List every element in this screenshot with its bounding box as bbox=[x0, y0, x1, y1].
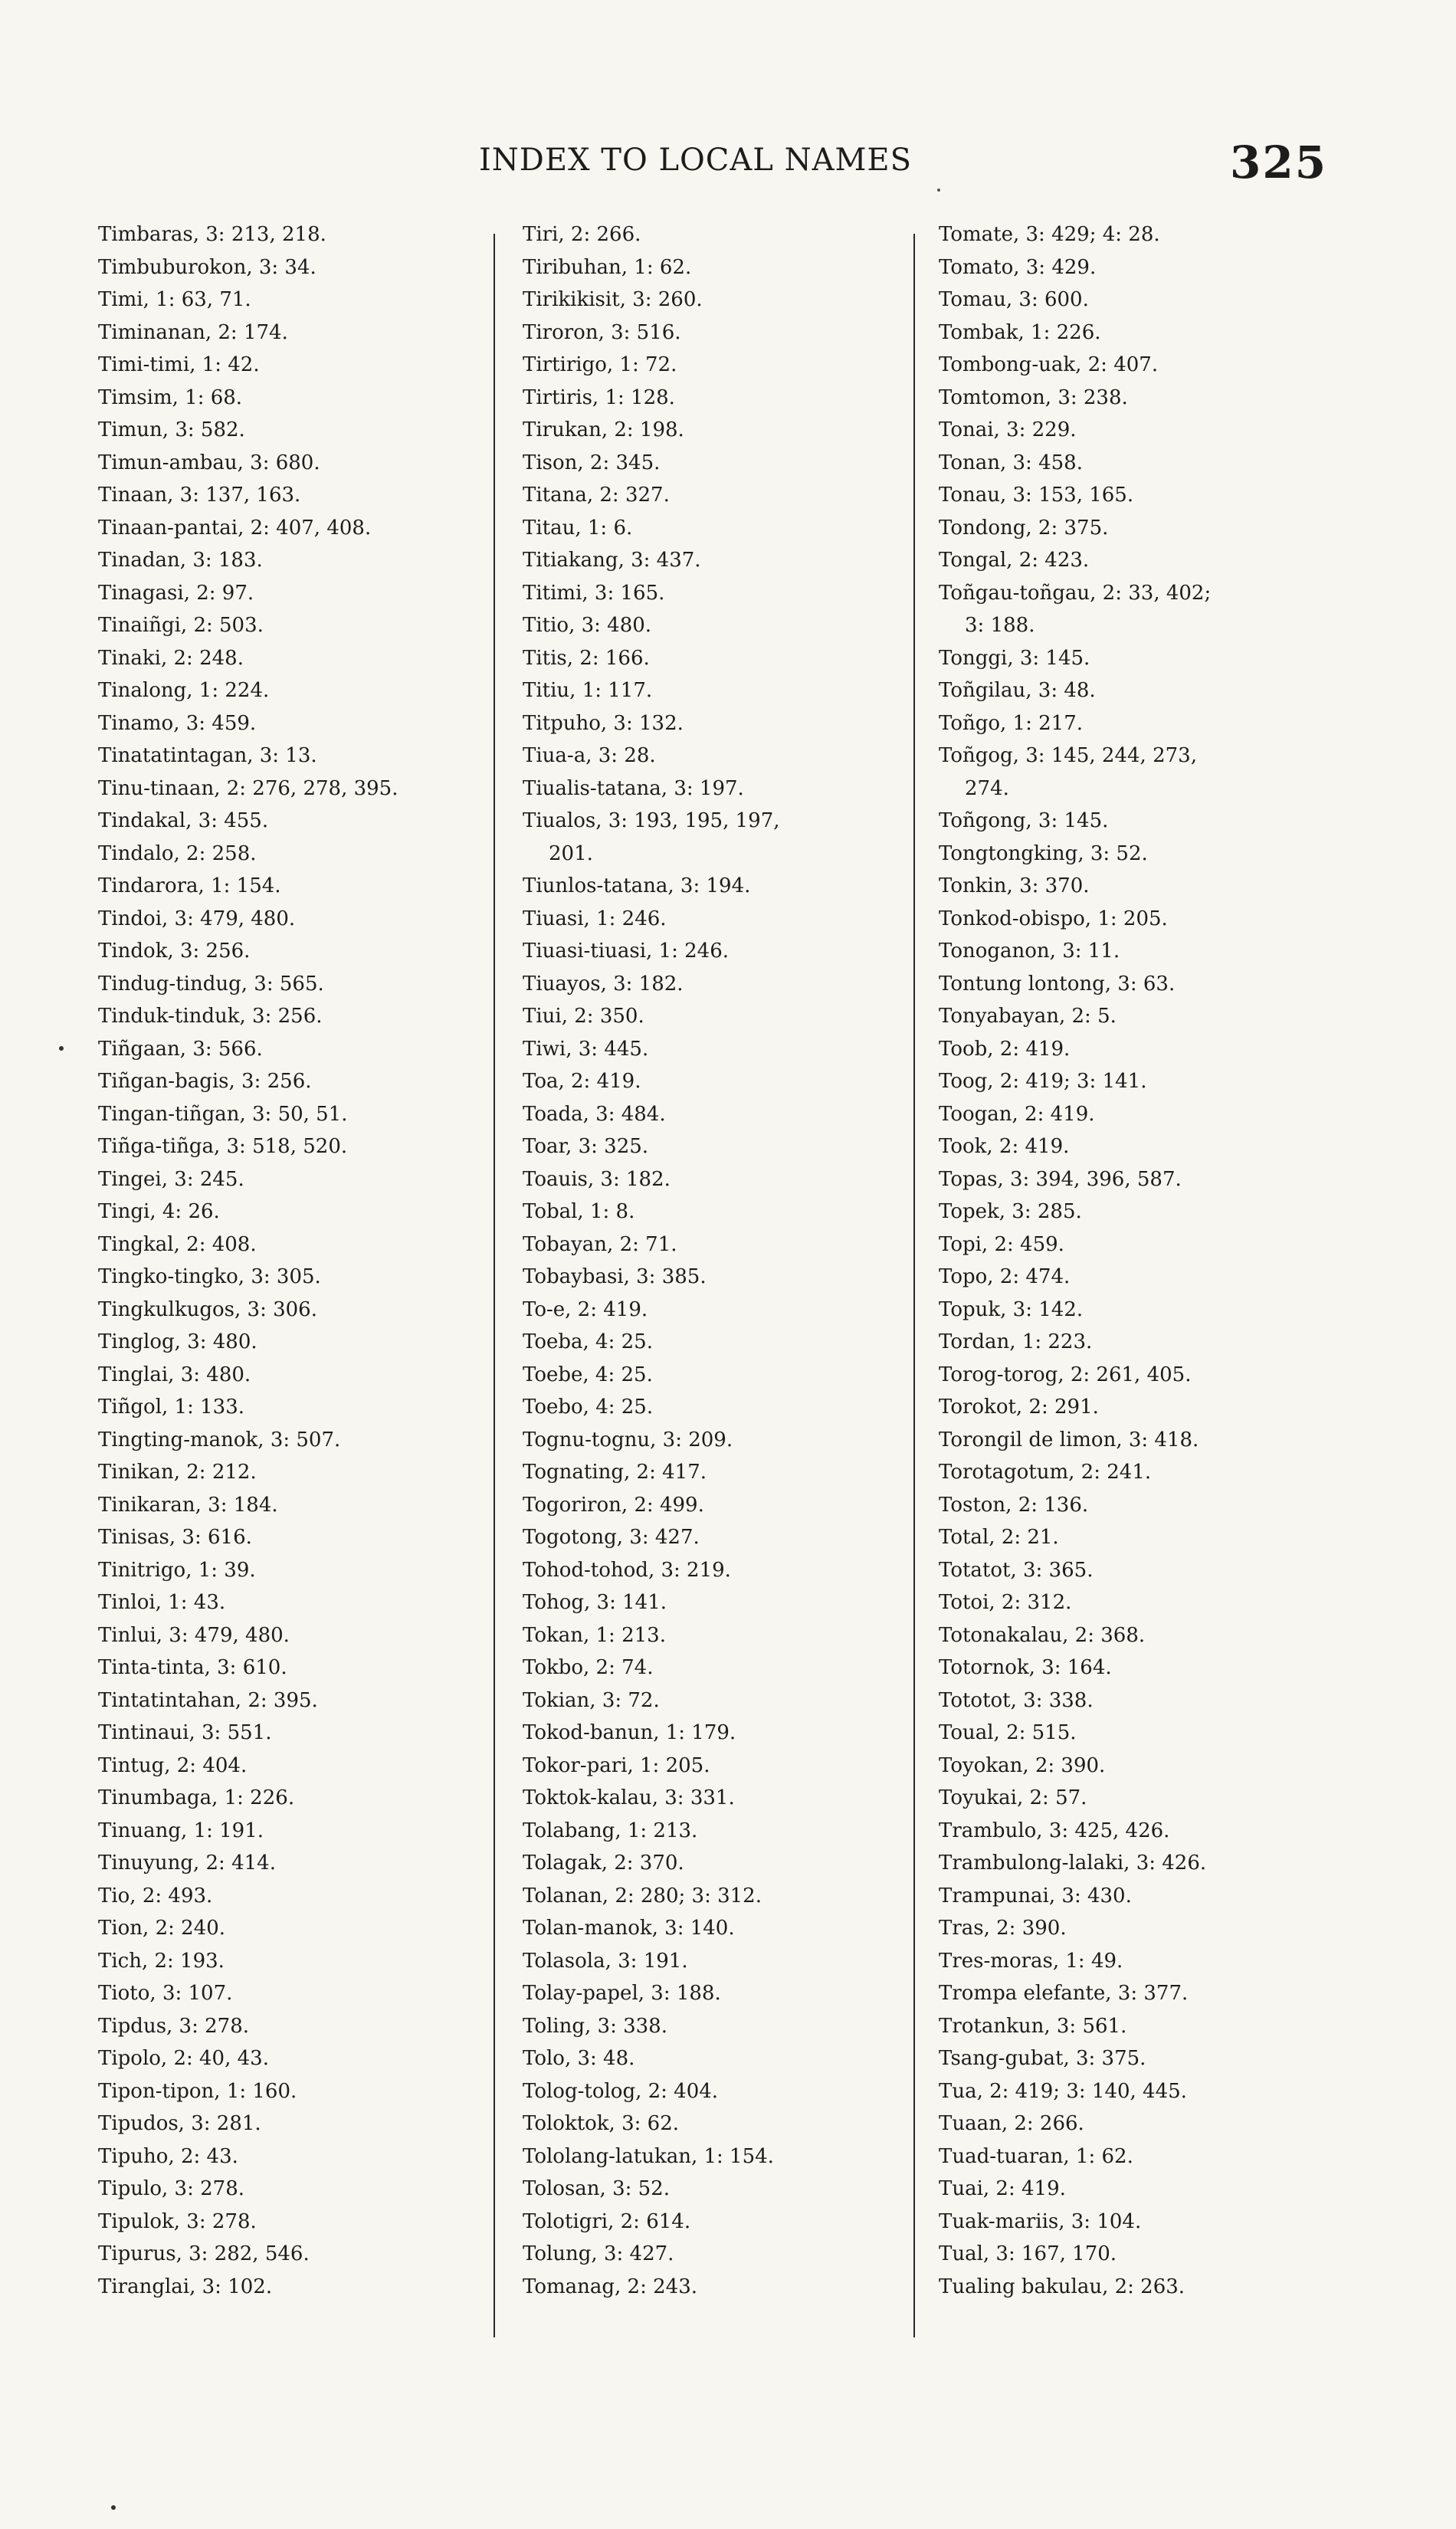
index-entry: Toebe, 4: 25. bbox=[523, 1363, 653, 1386]
index-entry: 274. bbox=[965, 776, 1009, 800]
index-entry: Tras, 2: 390. bbox=[939, 1917, 1067, 1940]
index-entry: Tinalong, 1: 224. bbox=[98, 679, 270, 702]
index-entry: Tolog-tolog, 2: 404. bbox=[523, 2079, 719, 2103]
page-number: 325 bbox=[1230, 136, 1328, 189]
index-entry: Tonoganon, 3: 11. bbox=[939, 940, 1120, 963]
index-entry: Tiñgaan, 3: 566. bbox=[98, 1037, 263, 1061]
index-entry: Tindoi, 3: 479, 480. bbox=[98, 907, 296, 930]
index-entry: Timun, 3: 582. bbox=[98, 418, 245, 441]
index-entry: Tiñgol, 1: 133. bbox=[98, 1396, 245, 1419]
index-entry: Tokor-pari, 1: 205. bbox=[523, 1753, 710, 1777]
index-entry: Tognu-tognu, 3: 209. bbox=[523, 1428, 733, 1451]
index-entry: Tonkin, 3: 370. bbox=[939, 874, 1090, 897]
index-entry: Tipolo, 2: 40, 43. bbox=[98, 2047, 269, 2070]
index-entry: 201. bbox=[549, 841, 593, 865]
index-entry: Tombak, 1: 226. bbox=[939, 320, 1101, 344]
index-entry: Toñgo, 1: 217. bbox=[939, 711, 1084, 735]
index-entry: Titio, 3: 480. bbox=[523, 614, 652, 637]
index-entry: Tindalo, 2: 258. bbox=[98, 841, 257, 865]
index-entry: Topo, 2: 474. bbox=[939, 1265, 1071, 1288]
index-entry: Toyokan, 2: 390. bbox=[939, 1753, 1106, 1777]
index-entry: Tua, 2: 419; 3: 140, 445. bbox=[939, 2079, 1187, 2103]
index-entry: Tuaan, 2: 266. bbox=[939, 2112, 1084, 2135]
index-entry: Toar, 3: 325. bbox=[523, 1135, 649, 1158]
index-entry: Tonan, 3: 458. bbox=[939, 451, 1083, 474]
index-entry: Tipulo, 3: 278. bbox=[98, 2177, 245, 2200]
index-entry: Tognating, 2: 417. bbox=[523, 1461, 707, 1484]
index-entry: Tototot, 3: 338. bbox=[939, 1688, 1094, 1712]
index-entry: Titis, 2: 166. bbox=[523, 646, 650, 670]
index-entry: Tindarora, 1: 154. bbox=[98, 874, 281, 897]
index-entry: Tongtongking, 3: 52. bbox=[939, 841, 1148, 865]
index-entry: Tiuasi-tiuasi, 1: 246. bbox=[523, 940, 730, 963]
index-entry: Tolotigri, 2: 614. bbox=[523, 2209, 691, 2233]
index-entry: Tokod-banun, 1: 179. bbox=[523, 1721, 736, 1744]
index-entry: Tiualos, 3: 193, 195, 197, bbox=[523, 809, 780, 832]
index-entry: To-e, 2: 419. bbox=[523, 1297, 648, 1321]
index-entry: Tingan-tiñgan, 3: 50, 51. bbox=[98, 1102, 348, 1126]
index-entry: Tintatintahan, 2: 395. bbox=[98, 1688, 318, 1712]
index-entry: Tolo, 3: 48. bbox=[523, 2047, 635, 2070]
index-entry: Trambulo, 3: 425, 426. bbox=[939, 1819, 1170, 1842]
index-entry: Tison, 2: 345. bbox=[523, 451, 661, 474]
index-entry: Timinanan, 2: 174. bbox=[98, 320, 288, 344]
index-entry: Timbaras, 3: 213, 218. bbox=[98, 223, 326, 246]
index-entry: Tobal, 1: 8. bbox=[523, 1200, 635, 1223]
index-entry: Tual, 3: 167, 170. bbox=[939, 2242, 1117, 2265]
index-entry: Tohod-tohod, 3: 219. bbox=[523, 1558, 731, 1582]
index-entry: Tiranglai, 3: 102. bbox=[98, 2275, 273, 2298]
index-entry: Toauis, 3: 182. bbox=[523, 1167, 671, 1191]
index-entry: Torotagotum, 2: 241. bbox=[939, 1461, 1152, 1484]
index-entry: Tindok, 3: 256. bbox=[98, 940, 251, 963]
index-entry: Topas, 3: 394, 396, 587. bbox=[939, 1167, 1182, 1191]
index-entry: Tingei, 3: 245. bbox=[98, 1167, 244, 1191]
index-entry: Tinisas, 3: 616. bbox=[98, 1526, 252, 1549]
index-entry: Tonau, 3: 153, 165. bbox=[939, 484, 1134, 507]
index-entry: Totonakalau, 2: 368. bbox=[939, 1623, 1146, 1647]
index-entry: Tindug-tindug, 3: 565. bbox=[98, 972, 324, 996]
index-entry: Tobaybasi, 3: 385. bbox=[523, 1265, 707, 1288]
index-entry: Tolan-manok, 3: 140. bbox=[523, 1917, 735, 1940]
index-entry: Tinamo, 3: 459. bbox=[98, 711, 257, 735]
index-entry: Tinloi, 1: 43. bbox=[98, 1591, 226, 1614]
scan-speck bbox=[937, 189, 940, 192]
index-entry: Tohog, 3: 141. bbox=[523, 1591, 667, 1614]
index-entry: Tinaan, 3: 137, 163. bbox=[98, 484, 301, 507]
index-entry: Tiroron, 3: 516. bbox=[523, 320, 681, 344]
index-entry: Tinduk-tinduk, 3: 256. bbox=[98, 1005, 323, 1028]
index-entry: Toeba, 4: 25. bbox=[523, 1330, 653, 1353]
index-entry: Tsang-gubat, 3: 375. bbox=[939, 2047, 1146, 2070]
index-entry: Tongal, 2: 423. bbox=[939, 549, 1090, 572]
index-entry: Tonkod-obispo, 1: 205. bbox=[939, 907, 1168, 930]
index-entry: Toyukai, 2: 57. bbox=[939, 1786, 1087, 1809]
index-entry: Took, 2: 419. bbox=[939, 1135, 1070, 1158]
index-entry: Total, 2: 21. bbox=[939, 1526, 1059, 1549]
index-entry: Tindakal, 3: 455. bbox=[98, 809, 269, 832]
index-entry: Tintug, 2: 404. bbox=[98, 1753, 248, 1777]
index-entry: Tingkal, 2: 408. bbox=[98, 1232, 257, 1256]
index-entry: Tobayan, 2: 71. bbox=[523, 1232, 677, 1256]
index-entry: Toada, 3: 484. bbox=[523, 1102, 666, 1126]
index-entry: Tipon-tipon, 1: 160. bbox=[98, 2079, 297, 2103]
index-entry: Torokot, 2: 291. bbox=[939, 1396, 1099, 1419]
index-entry: Tirtiris, 1: 128. bbox=[523, 385, 675, 409]
index-entry: Torog-torog, 2: 261, 405. bbox=[939, 1363, 1192, 1386]
index-entry: Tirikikisit, 3: 260. bbox=[523, 288, 703, 311]
index-entry: Trotankun, 3: 561. bbox=[939, 2014, 1127, 2038]
index-entry: Tonggi, 3: 145. bbox=[939, 646, 1090, 670]
index-entry: Topuk, 3: 142. bbox=[939, 1297, 1084, 1321]
index-entry: Toñgau-toñgau, 2: 33, 402; bbox=[939, 581, 1212, 605]
index-entry: Tolosan, 3: 52. bbox=[523, 2177, 670, 2200]
index-entry: Tion, 2: 240. bbox=[98, 1917, 226, 1940]
scan-speck bbox=[59, 1046, 64, 1051]
index-entry: Toston, 2: 136. bbox=[939, 1493, 1089, 1517]
index-entry: Tokan, 1: 213. bbox=[523, 1623, 666, 1647]
index-entry: Tiuasi, 1: 246. bbox=[523, 907, 667, 930]
index-entry: Timun-ambau, 3: 680. bbox=[98, 451, 320, 474]
index-entry: Tingi, 4: 26. bbox=[98, 1200, 220, 1223]
index-entry: Tolagak, 2: 370. bbox=[523, 1852, 684, 1875]
index-entry: Toñgong, 3: 145. bbox=[939, 809, 1109, 832]
index-entry: Tuak-mariis, 3: 104. bbox=[939, 2209, 1142, 2233]
index-entry: Tomau, 3: 600. bbox=[939, 288, 1089, 311]
index-entry: Toebo, 4: 25. bbox=[523, 1396, 654, 1419]
index-entry: Tinikan, 2: 212. bbox=[98, 1461, 257, 1484]
index-entry: Tiua-a, 3: 28. bbox=[523, 744, 656, 767]
index-entry: Toñgilau, 3: 48. bbox=[939, 679, 1096, 702]
index-entry: Timsim, 1: 68. bbox=[98, 385, 243, 409]
index-entry: Tinaki, 2: 248. bbox=[98, 646, 244, 670]
index-entry: Tonyabayan, 2: 5. bbox=[939, 1005, 1117, 1028]
index-entry: Torongil de limon, 3: 418. bbox=[939, 1428, 1199, 1451]
index-entry: Tomanag, 2: 243. bbox=[523, 2275, 698, 2298]
index-entry: Togoriron, 2: 499. bbox=[523, 1493, 704, 1517]
index-entry: Tinatatintagan, 3: 13. bbox=[98, 744, 317, 767]
index-entry: Tokbo, 2: 74. bbox=[523, 1656, 654, 1679]
running-head-title: INDEX TO LOCAL NAMES bbox=[479, 143, 913, 178]
index-entry: Tiuayos, 3: 182. bbox=[523, 972, 684, 996]
index-entry: Tuai, 2: 419. bbox=[939, 2177, 1066, 2200]
index-entry: Tipulok, 3: 278. bbox=[98, 2209, 257, 2233]
index-entry: Tolanan, 2: 280; 3: 312. bbox=[523, 1884, 762, 1907]
index-entry: Titiu, 1: 117. bbox=[523, 679, 653, 702]
index-entry: Totornok, 3: 164. bbox=[939, 1656, 1112, 1679]
index-entry: Tolung, 3: 427. bbox=[523, 2242, 674, 2265]
index-entry: Tinlui, 3: 479, 480. bbox=[98, 1623, 290, 1647]
index-entry: Tuad-tuaran, 1: 62. bbox=[939, 2144, 1133, 2168]
index-entry: Tolasola, 3: 191. bbox=[523, 1949, 688, 1973]
index-entry: Timi, 1: 63, 71. bbox=[98, 288, 251, 311]
index-entry: Tokian, 3: 72. bbox=[523, 1688, 660, 1712]
index-entry: Tombong-uak, 2: 407. bbox=[939, 353, 1159, 376]
index-entry: Tinaiñgi, 2: 503. bbox=[98, 614, 264, 637]
index-entry: Tiualis-tatana, 3: 197. bbox=[523, 776, 744, 800]
index-entry: Tiribuhan, 1: 62. bbox=[523, 255, 692, 279]
index-entry: Topi, 2: 459. bbox=[939, 1232, 1064, 1256]
index-entry: Toloktok, 3: 62. bbox=[523, 2112, 680, 2135]
index-entry: Titana, 2: 327. bbox=[523, 484, 670, 507]
index-entry: Tinglai, 3: 480. bbox=[98, 1363, 251, 1386]
index-entry: Tingko-tingko, 3: 305. bbox=[98, 1265, 321, 1288]
index-entry: Trompa elefante, 3: 377. bbox=[939, 1982, 1189, 2005]
index-entry: Tiui, 2: 350. bbox=[523, 1005, 644, 1028]
index-entry: Titimi, 3: 165. bbox=[523, 581, 665, 605]
index-entry: Tiñga-tiñga, 3: 518, 520. bbox=[98, 1135, 348, 1158]
index-entry: Tomtomon, 3: 238. bbox=[939, 385, 1128, 409]
index-entry: Tipudos, 3: 281. bbox=[98, 2112, 261, 2135]
index-entry: Tinuyung, 2: 414. bbox=[98, 1852, 276, 1875]
index-entry: Tiri, 2: 266. bbox=[523, 223, 641, 246]
index-entry: 3: 188. bbox=[965, 614, 1035, 637]
index-entry: Toog, 2: 419; 3: 141. bbox=[939, 1070, 1147, 1093]
index-entry: Tololang-latukan, 1: 154. bbox=[523, 2144, 774, 2168]
index-entry: Titpuho, 3: 132. bbox=[523, 711, 684, 735]
index-entry: Titau, 1: 6. bbox=[523, 516, 633, 540]
index-entry: Tinu-tinaan, 2: 276, 278, 395. bbox=[98, 776, 398, 800]
index-entry: Totatot, 3: 365. bbox=[939, 1558, 1094, 1582]
index-entry: Toa, 2: 419. bbox=[523, 1070, 641, 1093]
index-entry: Tioto, 3: 107. bbox=[98, 1982, 233, 2005]
index-entry: Tich, 2: 193. bbox=[98, 1949, 225, 1973]
index-entry: Tolay-papel, 3: 188. bbox=[523, 1982, 721, 2005]
index-entry: Tomate, 3: 429; 4: 28. bbox=[939, 223, 1160, 246]
index-entry: Toling, 3: 338. bbox=[523, 2014, 667, 2038]
index-entry: Toñgog, 3: 145, 244, 273, bbox=[939, 744, 1197, 767]
index-entry: Tinuang, 1: 191. bbox=[98, 1819, 264, 1842]
index-entry: Topek, 3: 285. bbox=[939, 1200, 1082, 1223]
index-entry: Tinitrigo, 1: 39. bbox=[98, 1558, 256, 1582]
index-entry: Tinta-tinta, 3: 610. bbox=[98, 1656, 287, 1679]
index-entry: Tipdus, 3: 278. bbox=[98, 2014, 250, 2038]
index-entry: Tiwi, 3: 445. bbox=[523, 1037, 649, 1061]
index-entry: Tinikaran, 3: 184. bbox=[98, 1493, 278, 1517]
index-entry: Togotong, 3: 427. bbox=[523, 1526, 700, 1549]
index-entry: Toob, 2: 419. bbox=[939, 1037, 1071, 1061]
index-entry: Tiñgan-bagis, 3: 256. bbox=[98, 1070, 312, 1093]
index-entry: Tipuho, 2: 43. bbox=[98, 2144, 238, 2168]
index-entry: Totoi, 2: 312. bbox=[939, 1591, 1072, 1614]
index-entry: Tingkulkugos, 3: 306. bbox=[98, 1297, 317, 1321]
index-entry: Toual, 2: 515. bbox=[939, 1721, 1077, 1744]
index-entry: Tinagasi, 2: 97. bbox=[98, 581, 254, 605]
index-entry: Tordan, 1: 223. bbox=[939, 1330, 1093, 1353]
index-entry: Trambulong-lalaki, 3: 426. bbox=[939, 1852, 1207, 1875]
index-entry: Tontung lontong, 3: 63. bbox=[939, 972, 1176, 996]
index-entry: Tinglog, 3: 480. bbox=[98, 1330, 257, 1353]
index-entry: Tondong, 2: 375. bbox=[939, 516, 1109, 540]
index-entry: Tingting-manok, 3: 507. bbox=[98, 1428, 341, 1451]
index-entry: Tirukan, 2: 198. bbox=[523, 418, 684, 441]
index-entry: Tinadan, 3: 183. bbox=[98, 549, 263, 572]
index-entry: Titiakang, 3: 437. bbox=[523, 549, 701, 572]
index-entry: Toogan, 2: 419. bbox=[939, 1102, 1095, 1126]
index-entry: Toktok-kalau, 3: 331. bbox=[523, 1786, 735, 1809]
index-entry: Tio, 2: 493. bbox=[98, 1884, 213, 1907]
index-entry: Tipurus, 3: 282, 546. bbox=[98, 2242, 310, 2265]
index-entry: Timbuburokon, 3: 34. bbox=[98, 255, 316, 279]
scan-speck bbox=[111, 2505, 116, 2510]
index-entry: Tintinaui, 3: 551. bbox=[98, 1721, 272, 1744]
index-entry: Tonai, 3: 229. bbox=[939, 418, 1077, 441]
index-entry: Tres-moras, 1: 49. bbox=[939, 1949, 1123, 1973]
index-entry: Tomato, 3: 429. bbox=[939, 255, 1097, 279]
index-entry: Tinumbaga, 1: 226. bbox=[98, 1786, 295, 1809]
index-entry: Tualing bakulau, 2: 263. bbox=[939, 2275, 1185, 2298]
index-entry: Tirtirigo, 1: 72. bbox=[523, 353, 677, 376]
index-entry: Trampunai, 3: 430. bbox=[939, 1884, 1132, 1907]
index-entry: Tolabang, 1: 213. bbox=[523, 1819, 698, 1842]
index-entry: Timi-timi, 1: 42. bbox=[98, 353, 260, 376]
index-entry: Tiunlos-tatana, 3: 194. bbox=[523, 874, 751, 897]
index-entry: Tinaan-pantai, 2: 407, 408. bbox=[98, 516, 372, 540]
